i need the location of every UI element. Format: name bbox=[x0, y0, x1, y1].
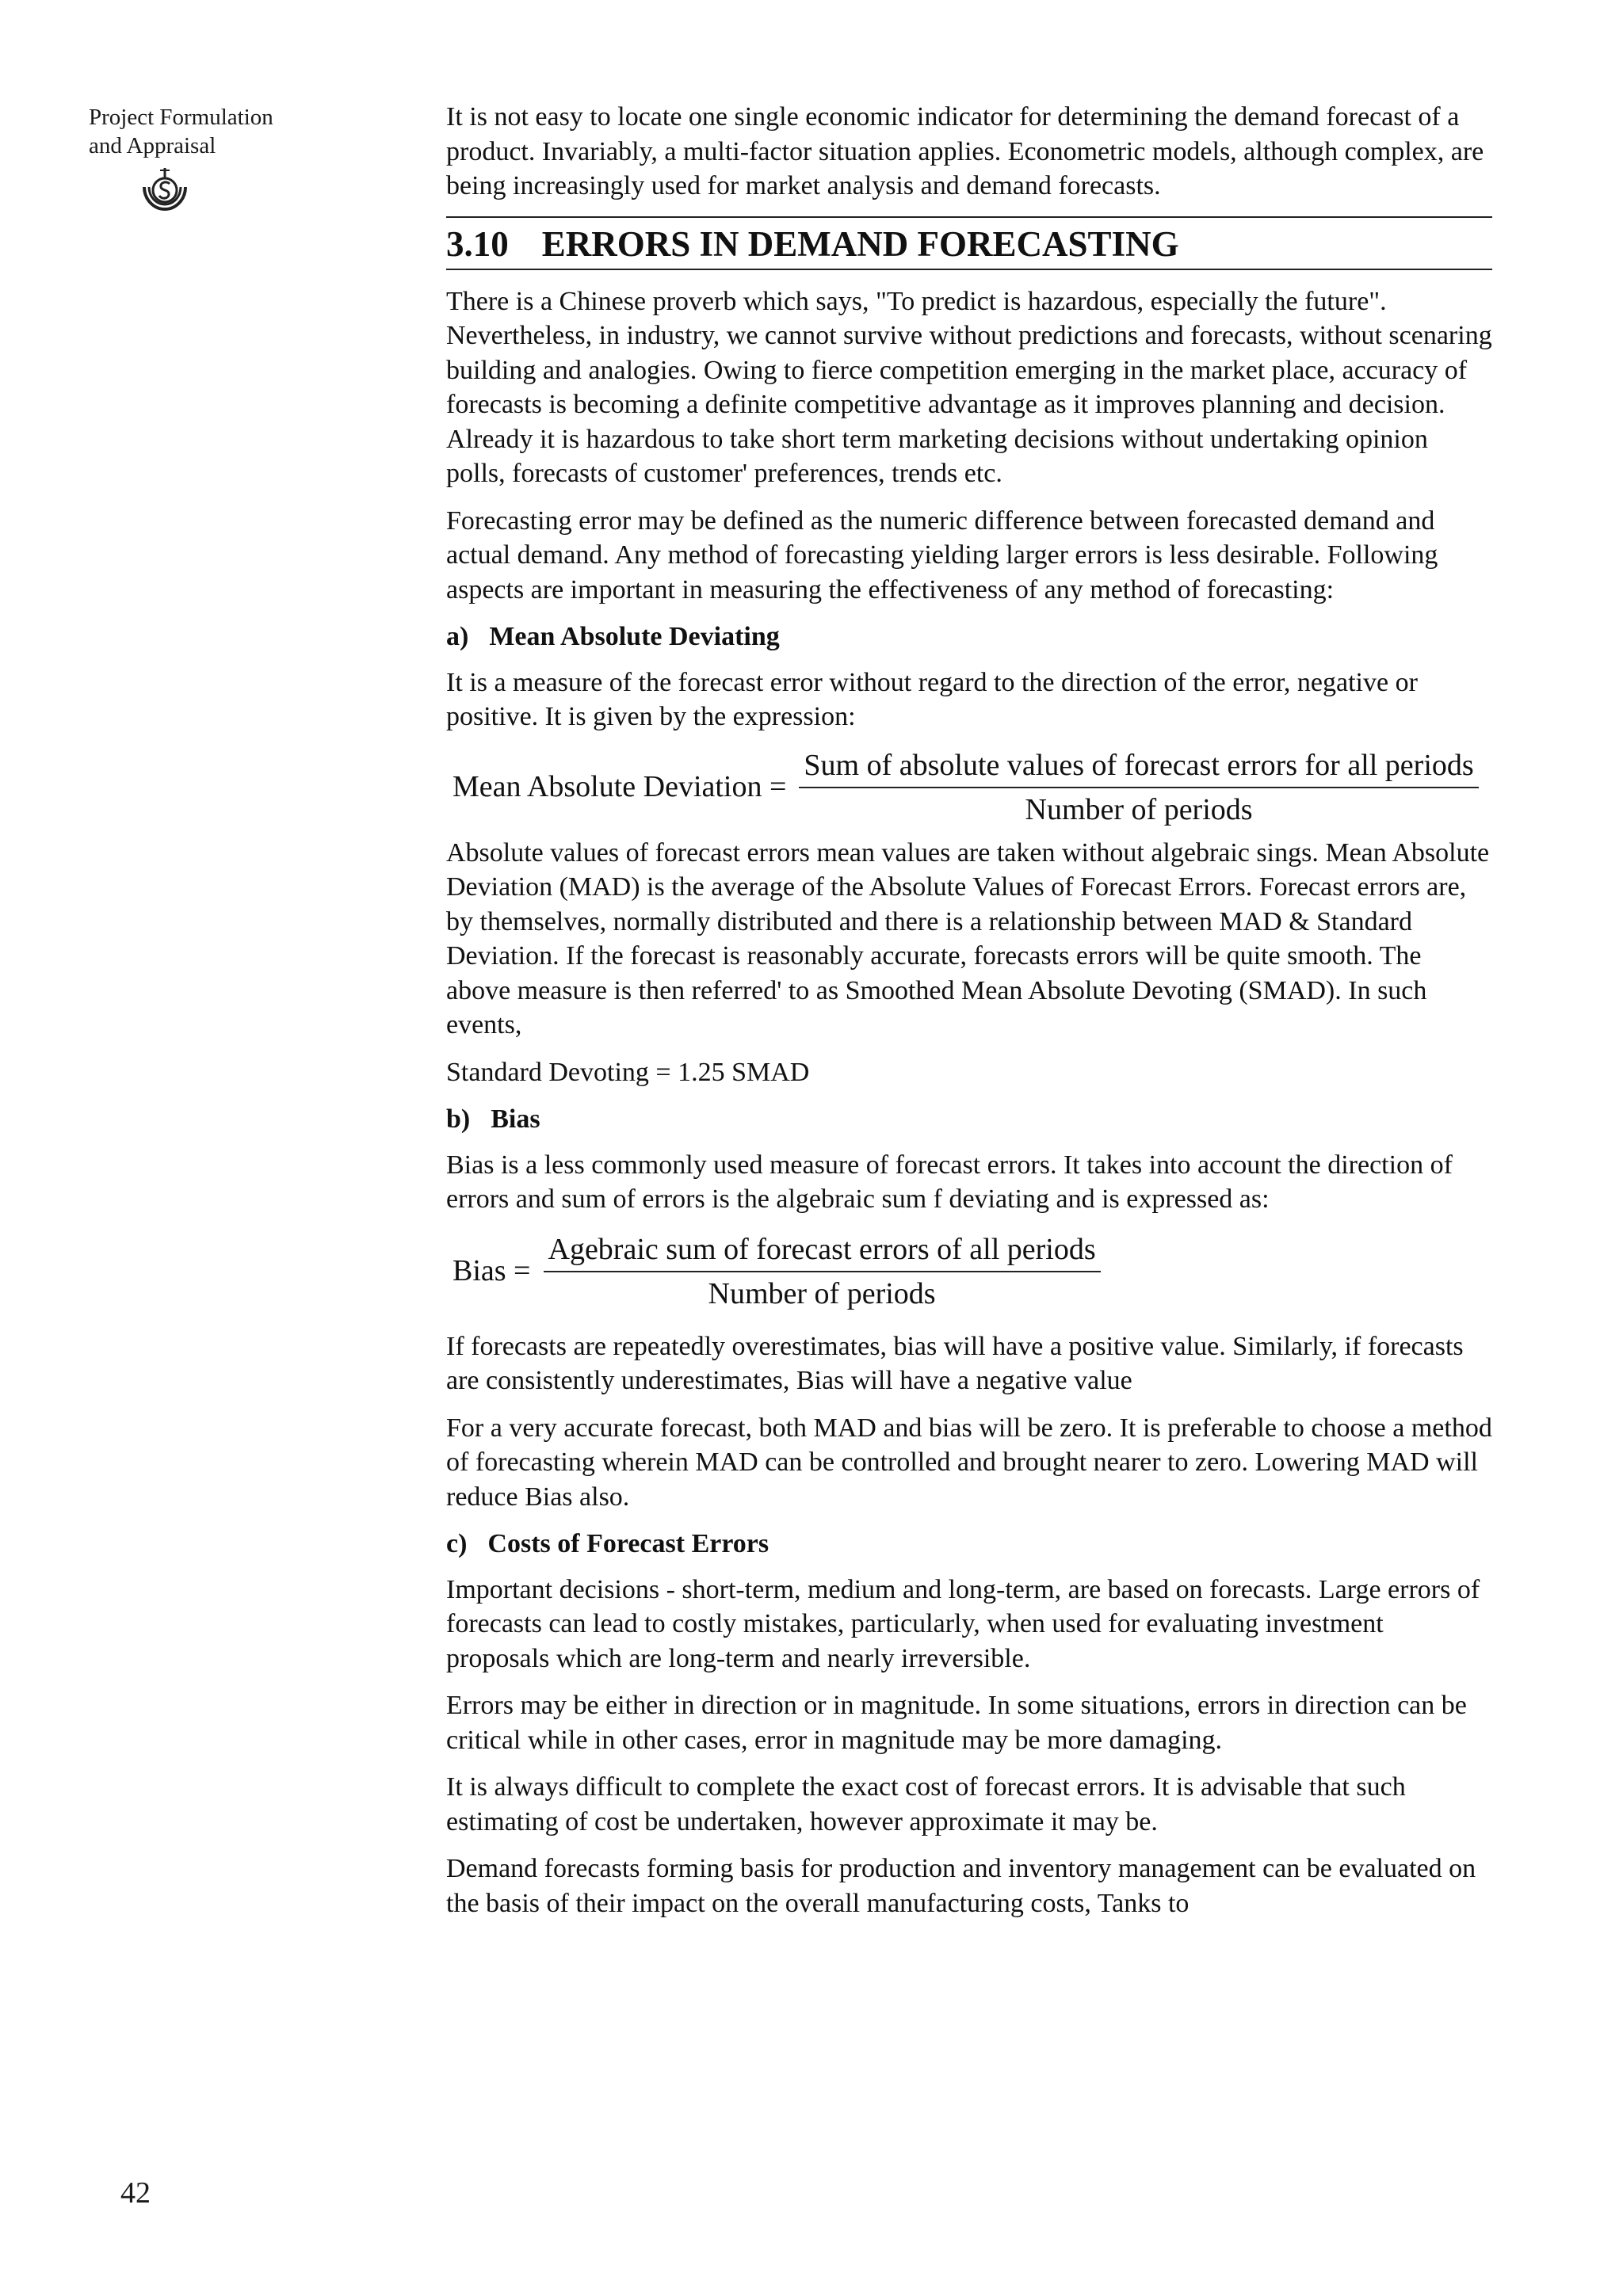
paragraph-proverb: There is a Chinese proverb which says, "To predict is hazardous, especially the future". Nevertheless, in industry, we cannot survive without predictions and forecasts, without scenaring building and analogies. Owing to fierce competition emerging in the market place, accuracy of forecasts is becoming a definite competitive advantage as it improves planning and decision. Already it is hazardous to take short term marketing decisions without undertaking opinion polls, forecasts of customer' preferences, trends etc. bbox=[446, 286, 1492, 488]
paragraph-error-types: Errors may be either in direction or in magnitude. In some situations, errors in direction can be critical while in other cases, error in magnitude may be more damaging. bbox=[446, 1691, 1467, 1755]
subheading-letter: b) bbox=[446, 1104, 471, 1134]
paragraph-accurate-forecast: For a very accurate forecast, both MAD and bias will be zero. It is preferable to choose a method of forecasting wherein MAD can be controlled and brought nearer to zero. Lowering MAD will reduce Bias also. bbox=[446, 1413, 1492, 1512]
paragraph-demand-forecasts: Demand forecasts forming basis for production and inventory management can be evaluated on the basis of their impact on the overall manufacturing costs, Tanks to bbox=[446, 1854, 1476, 1918]
subheading-costs bbox=[446, 1527, 1492, 1562]
subheading-letter: c) bbox=[446, 1529, 468, 1558]
paragraph-important-decisions: Important decisions - short-term, medium and long-term, are based on forecasts. Large errors of forecasts can lead to costly mistakes, particularly, when used for evaluating investment proposals which are long-term and nearly irreversible. bbox=[446, 1574, 1480, 1673]
paragraph-bias-sign: If forecasts are repeatedly overestimates, bias will have a positive value. Similarly, if forecasts are consistently underestimates, Bias will have a negative value bbox=[446, 1331, 1464, 1395]
running-header-line1: Project Formulation bbox=[89, 105, 273, 130]
formula-lhs: Mean Absolute Deviation = bbox=[453, 769, 787, 803]
formula-mad bbox=[453, 747, 1492, 828]
formula-bias bbox=[453, 1231, 1492, 1312]
subheading-title: Costs of Forecast Errors bbox=[487, 1529, 769, 1558]
formula-numerator: Sum of absolute values of forecast errors for all periods bbox=[799, 747, 1478, 788]
formula-denominator: Number of periods bbox=[1025, 792, 1253, 826]
paragraph-standard-devoting: Standard Devoting = 1.25 SMAD bbox=[446, 1057, 810, 1087]
paragraph-forecasting-error: Forecasting error may be defined as the numeric difference between forecasted demand and actual demand. Any method of forecasting yielding larger errors is less desirable. Following aspects are important in measuring the effectiveness of any method of forecasting: bbox=[446, 505, 1438, 605]
paragraph-cost-estimation: It is always difficult to complete the exact cost of forecast errors. It is advisable that such estimating of cost be undertaken, however approximate it may be. bbox=[446, 1772, 1406, 1836]
section-title: ERRORS IN DEMAND FORECASTING bbox=[541, 223, 1179, 264]
running-header-line2: and Appraisal bbox=[89, 133, 216, 158]
page-number: 42 bbox=[120, 2176, 151, 2210]
subheading-letter: a) bbox=[446, 622, 469, 651]
formula-fraction bbox=[544, 1231, 1101, 1312]
formula-numerator: Agebraic sum of forecast errors of all periods bbox=[544, 1231, 1101, 1272]
subheading-title: Bias bbox=[491, 1104, 540, 1134]
subheading-mad bbox=[446, 620, 1492, 654]
paragraph-mad-definition: It is a measure of the forecast error without regard to the direction of the error, negative or positive. It is given by the expression: bbox=[446, 667, 1418, 731]
intro-paragraph: It is not easy to locate one single economic indicator for determining the demand forecast of a product. Invariably, a multi-factor situation applies. Econometric models, although complex, are being increasingly used for market analysis and demand forecasts. bbox=[446, 102, 1484, 200]
formula-fraction bbox=[799, 747, 1478, 828]
page-content bbox=[446, 100, 1492, 1933]
section-heading bbox=[446, 216, 1492, 270]
paragraph-mad-explanation: Absolute values of forecast errors mean values are taken without algebraic sings. Mean Absolute Deviation (MAD) is the average of the Absolute Values of Forecast Errors. Forecast errors are, by themselves, normally distributed and there is a relationship between MAD & Standard Deviation. If the forecast is reasonably accurate, forecasts errors will be quite smooth. The above measure is then referred' to as Smoothed Mean Absolute Devoting (SMAD). In such events, bbox=[446, 837, 1490, 1039]
running-header bbox=[89, 103, 273, 160]
subheading-bias bbox=[446, 1102, 1492, 1137]
section-number: 3.10 bbox=[446, 223, 509, 264]
university-logo-icon bbox=[139, 163, 190, 219]
paragraph-bias-definition: Bias is a less commonly used measure of forecast errors. It takes into account the direction of errors and sum of errors is the algebraic sum f deviating and is expressed as: bbox=[446, 1150, 1453, 1214]
subheading-title: Mean Absolute Deviating bbox=[489, 622, 780, 651]
formula-denominator: Number of periods bbox=[708, 1276, 936, 1310]
formula-lhs: Bias = bbox=[453, 1253, 531, 1287]
